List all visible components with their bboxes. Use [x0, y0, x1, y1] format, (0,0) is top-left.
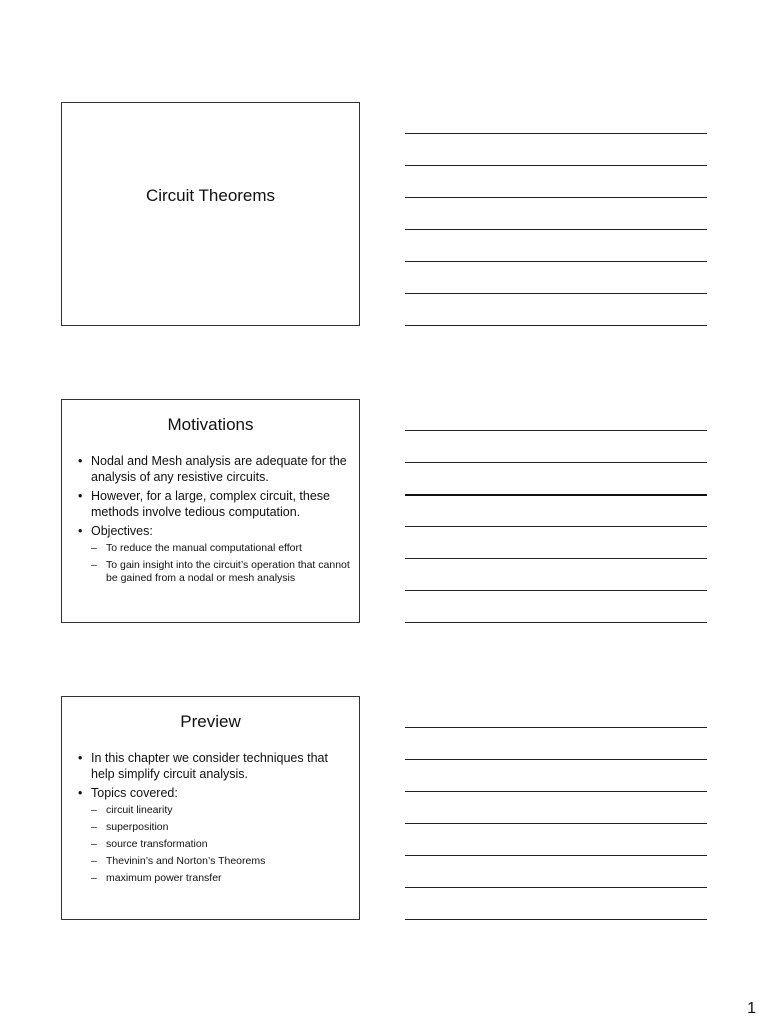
- note-line: [405, 462, 707, 463]
- note-line: [405, 293, 707, 294]
- slide-title: Motivations: [167, 415, 254, 434]
- note-line: [405, 759, 707, 760]
- slide-3: [61, 696, 360, 920]
- note-line: [405, 197, 707, 198]
- slide-body: [76, 453, 353, 589]
- note-line: [405, 229, 707, 230]
- note-line: [405, 165, 707, 166]
- bullet-item: • Nodal and Mesh analysis are adequate for the analysis of any resistive circuits.: [76, 453, 353, 485]
- sub-bullet-item: – maximum power transfer: [91, 872, 353, 885]
- bullet-item: • Topics covered:: [76, 785, 353, 801]
- sub-bullet-item: – circuit linearity: [91, 804, 353, 817]
- sub-bullet-item: – source transformation: [91, 838, 353, 851]
- note-line: [405, 887, 707, 888]
- sub-bullet-item: – To gain insight into the circuit’s operation that cannot be gained from a nodal or mesh analysis: [91, 559, 353, 585]
- page-number: 1: [747, 1000, 756, 1017]
- note-line: [405, 919, 707, 920]
- bullet-item: • However, for a large, complex circuit, these methods involve tedious computation.: [76, 488, 353, 520]
- slide-2: [61, 399, 360, 623]
- note-line: [405, 494, 707, 496]
- note-line: [405, 590, 707, 591]
- note-line: [405, 430, 707, 431]
- slide-1: [61, 102, 360, 326]
- note-line: [405, 855, 707, 856]
- note-line: [405, 261, 707, 262]
- sub-bullet-item: – superposition: [91, 821, 353, 834]
- slide-title: Circuit Theorems: [145, 186, 276, 205]
- note-line: [405, 133, 707, 134]
- note-line: [405, 526, 707, 527]
- slide-body: [76, 750, 353, 889]
- slide-title: Preview: [180, 712, 241, 731]
- note-line: [405, 727, 707, 728]
- note-line: [405, 791, 707, 792]
- note-line: [405, 622, 707, 623]
- bullet-item: • In this chapter we consider techniques that help simplify circuit analysis.: [76, 750, 353, 782]
- sub-bullet-item: – To reduce the manual computational effort: [91, 542, 353, 555]
- bullet-item: • Objectives:: [76, 523, 353, 539]
- sub-bullet-item: – Thevinin’s and Norton’s Theorems: [91, 855, 353, 868]
- note-line: [405, 823, 707, 824]
- note-line: [405, 325, 707, 326]
- note-line: [405, 558, 707, 559]
